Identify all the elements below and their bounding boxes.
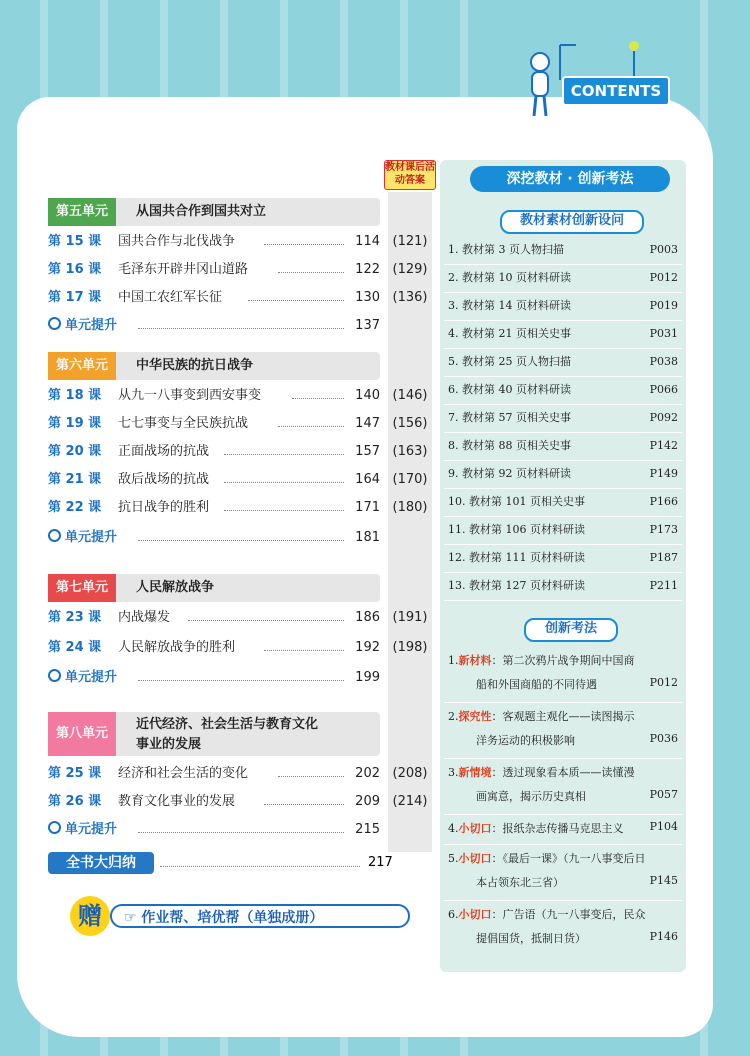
gift-banner[interactable]	[70, 896, 410, 936]
list-item[interactable]: 1. 教材第 3 页人物扫描 P003	[444, 236, 682, 265]
dot-leader	[138, 680, 344, 681]
dot-leader	[292, 398, 344, 399]
lesson-number: 第 15 课	[48, 234, 102, 249]
lesson-title: 国共合作与北伐战争	[118, 234, 236, 249]
page-number: 215	[355, 822, 380, 837]
lesson-title: 七七事变与全民族抗战	[118, 416, 249, 431]
answer-page: (208)	[392, 766, 428, 781]
lightbulb-icon	[628, 40, 640, 80]
lesson-row[interactable]	[48, 468, 388, 492]
list-item[interactable]: 5.小切口：《最后一课》（九一八事变后日 本占领东北三省） P145	[444, 844, 682, 901]
page-number: 202	[355, 766, 380, 781]
unit-review-label: 单元提升	[48, 666, 117, 690]
list-item[interactable]: 1.新材料：第二次鸦片战争期间中国商 船和外国商船的不同待遇 P012	[444, 646, 682, 703]
page-number: 171	[355, 500, 380, 515]
lesson-number: 第 16 课	[48, 262, 102, 277]
unit-review-row[interactable]	[48, 526, 388, 550]
list-item[interactable]: 7. 教材第 57 页相关史事 P092	[444, 404, 682, 433]
dot-leader	[224, 482, 344, 483]
unit-review-label: 单元提升	[48, 314, 117, 338]
lesson-title: 人民解放战争的胜利	[118, 640, 236, 655]
unit-review-label: 单元提升	[48, 526, 117, 550]
page-number: 209	[355, 794, 380, 809]
answer-page: (121)	[392, 234, 428, 249]
lesson-number: 第 24 课	[48, 640, 102, 655]
list-item[interactable]: 11. 教材第 106 页材料研读 P173	[444, 516, 682, 545]
lesson-title: 正面战场的抗战	[118, 444, 210, 459]
page-number: 157	[355, 444, 380, 459]
lesson-row[interactable]	[48, 412, 388, 436]
list-item[interactable]: 4. 教材第 21 页相关史事 P031	[444, 320, 682, 349]
page-number: 186	[355, 610, 380, 625]
page-number: 130	[355, 290, 380, 305]
page-number: 137	[355, 318, 380, 333]
lesson-number: 第 17 课	[48, 290, 102, 305]
answer-page: (214)	[392, 794, 428, 809]
lesson-row[interactable]	[48, 496, 388, 520]
circle-icon	[48, 529, 61, 542]
unit-header[interactable]	[48, 574, 380, 602]
dot-leader	[224, 454, 344, 455]
circle-icon	[48, 317, 61, 330]
answer-page: (180)	[392, 500, 428, 515]
lesson-number: 第 21 课	[48, 472, 102, 487]
lesson-row[interactable]	[48, 384, 388, 408]
list-item[interactable]: 10. 教材第 101 页相关史事 P166	[444, 488, 682, 517]
dot-leader	[138, 832, 344, 833]
answer-page: (191)	[392, 610, 428, 625]
unit-tag: 第五单元	[48, 198, 116, 226]
answer-page: (170)	[392, 472, 428, 487]
unit-header[interactable]	[48, 352, 380, 380]
page-number: 122	[355, 262, 380, 277]
lesson-title: 中国工农红军长征	[118, 290, 223, 305]
unit-header[interactable]	[48, 712, 380, 756]
lesson-number: 第 20 课	[48, 444, 102, 459]
dot-leader	[264, 650, 344, 651]
lesson-number: 第 23 课	[48, 610, 102, 625]
lesson-row[interactable]	[48, 258, 388, 282]
answer-page: (163)	[392, 444, 428, 459]
list-item[interactable]: 4.小切口：报纸杂志传播马克思主义 P104	[444, 814, 682, 845]
list-item[interactable]: 2. 教材第 10 页材料研读 P012	[444, 264, 682, 293]
dot-leader	[264, 244, 344, 245]
dot-leader	[188, 620, 344, 621]
lesson-number: 第 18 课	[48, 388, 102, 403]
unit-review-row[interactable]	[48, 818, 388, 842]
lesson-title: 抗日战争的胜利	[118, 500, 210, 515]
unit-header[interactable]	[48, 198, 380, 226]
lesson-title: 内战爆发	[118, 610, 171, 625]
lesson-row[interactable]	[48, 230, 388, 254]
dot-leader	[160, 866, 360, 867]
lesson-number: 第 22 课	[48, 500, 102, 515]
list-item[interactable]: 9. 教材第 92 页材料研读 P149	[444, 460, 682, 489]
lesson-row[interactable]	[48, 790, 388, 814]
section-title: 教材素材创新设问	[500, 210, 644, 234]
lesson-row[interactable]	[48, 606, 388, 630]
section-title: 创新考法	[524, 618, 618, 642]
unit-title: 中华民族的抗日战争	[136, 358, 254, 373]
lesson-title: 从九一八事变到西安事变	[118, 388, 262, 403]
list-item[interactable]: 5. 教材第 25 页人物扫描 P038	[444, 348, 682, 377]
unit-review-row[interactable]	[48, 666, 388, 690]
answer-page: (156)	[392, 416, 428, 431]
unit-tag: 第七单元	[48, 574, 116, 602]
unit-title: 近代经济、社会生活与教育文化 事业的发展	[136, 717, 319, 752]
unit-review-row[interactable]	[48, 314, 388, 338]
answer-page: (129)	[392, 262, 428, 277]
list-item[interactable]: 8. 教材第 88 页相关史事 P142	[444, 432, 682, 461]
unit-tag: 第八单元	[48, 712, 116, 756]
lesson-number: 第 26 课	[48, 794, 102, 809]
list-item[interactable]: 6.小切口：广告语（九一八事变后，民众 提倡国货，抵制日货） P146	[448, 908, 678, 945]
lesson-number: 第 19 课	[48, 416, 102, 431]
lesson-row[interactable]	[48, 286, 388, 310]
page-number: 147	[355, 416, 380, 431]
list-item[interactable]: 2.探究性：客观题主观化——读图揭示 洋务运动的积极影响 P036	[444, 702, 682, 759]
dot-leader	[224, 510, 344, 511]
circle-icon	[48, 669, 61, 682]
lesson-row[interactable]	[48, 636, 388, 660]
answer-page: (136)	[392, 290, 428, 305]
dot-leader	[264, 804, 344, 805]
contents-badge: CONTENTS	[562, 76, 670, 106]
answer-page: (146)	[392, 388, 428, 403]
page-number: 181	[355, 530, 380, 545]
answer-page: (198)	[392, 640, 428, 655]
dot-leader	[278, 776, 344, 777]
list-item[interactable]: 13. 教材第 127 页材料研读 P211	[444, 572, 682, 601]
lesson-number: 第 25 课	[48, 766, 102, 781]
page-number: 217	[368, 855, 393, 870]
lesson-row[interactable]	[48, 762, 388, 786]
dot-leader	[278, 426, 344, 427]
page-number: 164	[355, 472, 380, 487]
book-summary-label[interactable]: 全书大归纳	[48, 852, 154, 874]
dot-leader	[138, 328, 344, 329]
lesson-title: 敌后战场的抗战	[118, 472, 210, 487]
circle-icon	[48, 821, 61, 834]
lesson-row[interactable]	[48, 440, 388, 464]
list-item[interactable]: 6. 教材第 40 页材料研读 P066	[444, 376, 682, 405]
gift-text: ☞ 作业帮、培优帮（单独成册）	[110, 904, 410, 928]
unit-title: 人民解放战争	[136, 580, 215, 595]
lesson-title: 教育文化事业的发展	[118, 794, 236, 809]
lesson-title: 毛泽东开辟井冈山道路	[118, 262, 249, 277]
page-number: 114	[355, 234, 380, 249]
unit-tag: 第六单元	[48, 352, 116, 380]
answer-column-label: 教材课后活动答案	[384, 160, 436, 190]
lesson-title: 经济和社会生活的变化	[118, 766, 249, 781]
dot-leader	[138, 540, 344, 541]
gift-badge: 赠	[70, 896, 110, 936]
page-number: 140	[355, 388, 380, 403]
page-number: 199	[355, 670, 380, 685]
right-panel-title: 深挖教材 · 创新考法	[470, 166, 670, 192]
page-number: 192	[355, 640, 380, 655]
list-item[interactable]: 3. 教材第 14 页材料研读 P019	[444, 292, 682, 321]
dot-leader	[248, 300, 344, 301]
list-item[interactable]: 3.新情境：透过现象看本质——读懂漫 画寓意，揭示历史真相 P057	[444, 758, 682, 815]
list-item[interactable]: 12. 教材第 111 页材料研读 P187	[444, 544, 682, 573]
unit-review-label: 单元提升	[48, 818, 117, 842]
dot-leader	[278, 272, 344, 273]
unit-title: 从国共合作到国共对立	[136, 204, 267, 219]
